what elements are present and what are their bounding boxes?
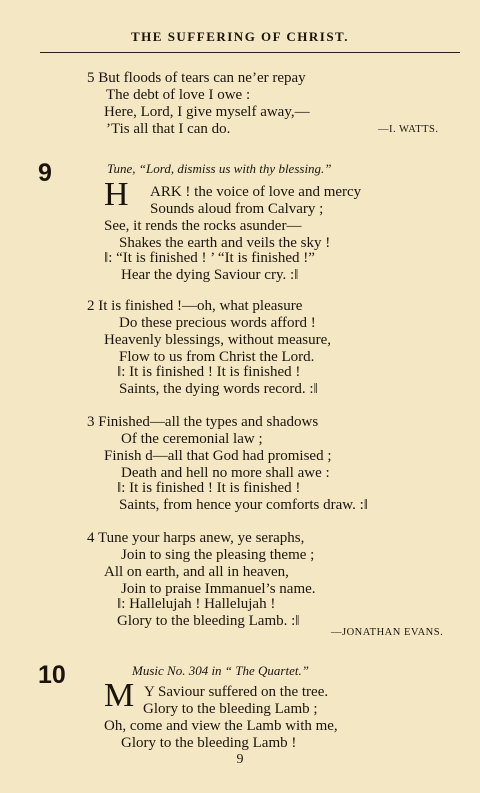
tune-line: Tune, “Lord, dismiss us with thy blessing.”: [107, 161, 332, 176]
hymn8-line: 5 But floods of tears can ne’er repay: [87, 70, 306, 86]
drop-cap: M: [104, 677, 135, 714]
hymn10-line: Glory to the bleeding Lamb !: [121, 735, 297, 751]
hymn8-line: The debt of love I owe :: [106, 87, 251, 103]
hymn9-line: Join to praise Immanuel’s name.: [121, 581, 316, 597]
hymn9-line: Sounds aloud from Calvary ;: [150, 201, 324, 217]
hymn9-line: See, it rends the rocks asunder—: [104, 218, 302, 234]
hymn-number: 9: [38, 159, 52, 187]
drop-cap: H: [104, 176, 129, 213]
hymn8-line: ’Tis all that I can do.: [106, 121, 231, 137]
hymn9-line: Saints, from hence your comforts draw. :‖: [119, 497, 369, 513]
hymn8-attribution: —I. WATTS.: [378, 124, 439, 135]
header-rule: [40, 52, 460, 53]
hymn10-line: Y Saviour suffered on the tree.: [144, 684, 329, 700]
hymn9-line: 3 Finished—all the types and shadows: [87, 414, 319, 430]
hymn9-line: Do these precious words afford !: [119, 315, 316, 331]
hymn9-line: ‖: It is finished ! It is finished !: [117, 480, 301, 496]
hymn9-line: All on earth, and all in heaven,: [104, 564, 289, 580]
hymn9-line: ‖: It is finished ! It is finished !: [117, 364, 301, 380]
hymn8-line: Here, Lord, I give myself away,—: [104, 104, 310, 120]
hymn9-line: Death and hell no more shall awe :: [121, 465, 330, 481]
hymn9-line: 2 It is finished !—oh, what pleasure: [87, 298, 303, 314]
hymn9-line: ‖: “It is finished ! ’ “It is finished !”: [104, 250, 315, 266]
page-number: 9: [236, 752, 244, 767]
hymn9-attribution: —JONATHAN EVANS.: [331, 627, 444, 638]
hymn10-line: Glory to the bleeding Lamb ;: [143, 701, 318, 717]
tune-line: Music No. 304 in “ The Quartet.”: [132, 663, 309, 678]
hymn9-line: Hear the dying Saviour cry. :‖: [121, 267, 299, 283]
hymn9-line: Join to sing the pleasing theme ;: [121, 547, 315, 563]
hymn9-line: ARK ! the voice of love and mercy: [150, 184, 362, 200]
hymn9-line: Shakes the earth and veils the sky !: [119, 235, 331, 251]
hymn9-line: Of the ceremonial law ;: [121, 431, 263, 447]
hymn9-line: Heavenly blessings, without measure,: [104, 332, 332, 348]
hymn9-line: Saints, the dying words record. :‖: [119, 381, 318, 397]
hymn9-line: ‖: Hallelujah ! Hallelujah !: [117, 596, 276, 612]
hymn9-line: Flow to us from Christ the Lord.: [119, 349, 315, 365]
hymn9-line: Glory to the bleeding Lamb. :‖: [117, 613, 300, 629]
hymn9-line: Finish d—all that God had promised ;: [104, 448, 332, 464]
hymn9-line: 4 Tune your harps anew, ye seraphs,: [87, 530, 305, 546]
hymn-number: 10: [38, 661, 66, 689]
hymn10-line: Oh, come and view the Lamb with me,: [104, 718, 338, 734]
page-header: THE SUFFERING OF CHRIST.: [130, 29, 350, 44]
